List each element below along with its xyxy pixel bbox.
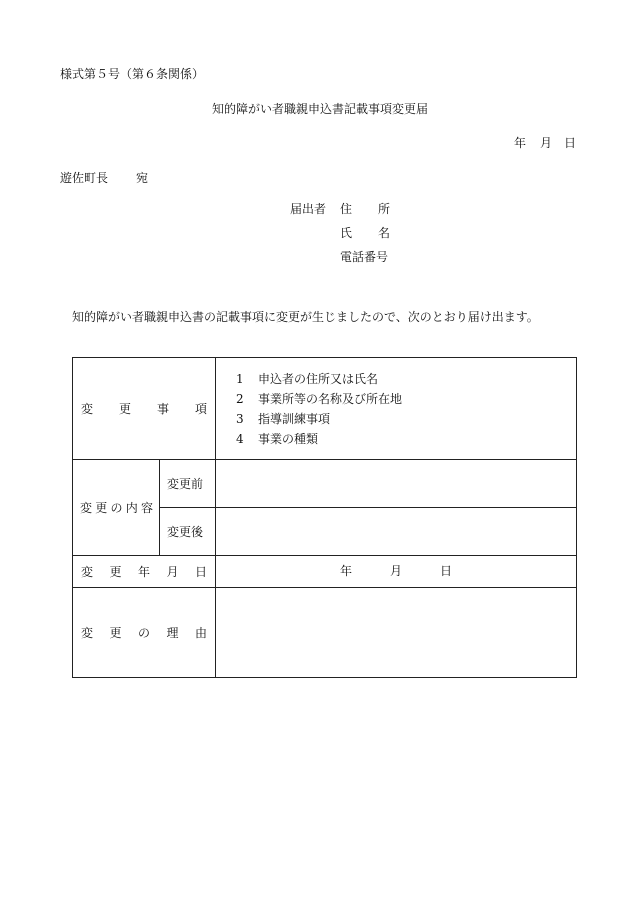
change-reason-label: 変 更 の 理 由	[81, 626, 207, 640]
row-change-reason	[73, 588, 577, 678]
list-item: 2 事業所等の名称及び所在地	[236, 391, 403, 406]
change-date-month: 月	[390, 564, 403, 578]
addressee-suffix: 宛	[136, 171, 149, 185]
notifier-address-label: 住 所	[340, 202, 390, 216]
change-items-label-cell	[73, 358, 216, 460]
date-day-label: 日	[564, 136, 577, 150]
change-reason-field[interactable]	[216, 588, 577, 678]
row-change-items	[73, 358, 577, 460]
notifier-name-label: 氏 名	[340, 226, 390, 240]
change-date-year: 年	[340, 564, 353, 578]
change-items-list	[216, 369, 576, 449]
after-label: 変更後	[167, 525, 204, 539]
list-item: 1 申込者の住所又は氏名	[236, 371, 379, 386]
before-value-field[interactable]	[216, 460, 577, 508]
form-number: 様式第５号（第６条関係）	[60, 67, 205, 81]
before-label-cell	[160, 460, 216, 508]
change-date-field[interactable]	[216, 556, 577, 588]
change-date-day: 日	[440, 564, 453, 578]
addressee-name: 遊佐町長	[60, 171, 109, 185]
change-table	[72, 357, 577, 678]
date-month-label: 月	[540, 136, 553, 150]
change-items-label: 変 更 事 項	[81, 402, 207, 416]
list-item: 4 事業の種類	[236, 431, 319, 446]
change-date-label: 変 更 年 月 日	[81, 565, 207, 579]
change-reason-label-cell	[73, 588, 216, 678]
date-year-label: 年	[514, 136, 527, 150]
after-label-cell	[160, 508, 216, 556]
row-change-before	[73, 460, 577, 508]
notifier-label: 届出者	[290, 202, 327, 216]
change-date-label-cell	[73, 556, 216, 588]
change-content-label: 変 更 の 内 容	[80, 501, 153, 515]
after-value-field[interactable]	[216, 508, 577, 556]
list-item: 3 指導訓練事項	[236, 411, 331, 426]
body-text: 知的障がい者職親申込書の記載事項に変更が生じましたので、次のとおり届け出ます。	[72, 310, 539, 324]
before-label: 変更前	[167, 477, 204, 491]
notifier-phone-label: 電話番号	[340, 250, 389, 264]
change-items-list-cell	[216, 358, 577, 460]
change-content-label-cell	[73, 460, 160, 556]
document-title: 知的障がい者職親申込書記載事項変更届	[212, 102, 429, 116]
row-change-date	[73, 556, 577, 588]
